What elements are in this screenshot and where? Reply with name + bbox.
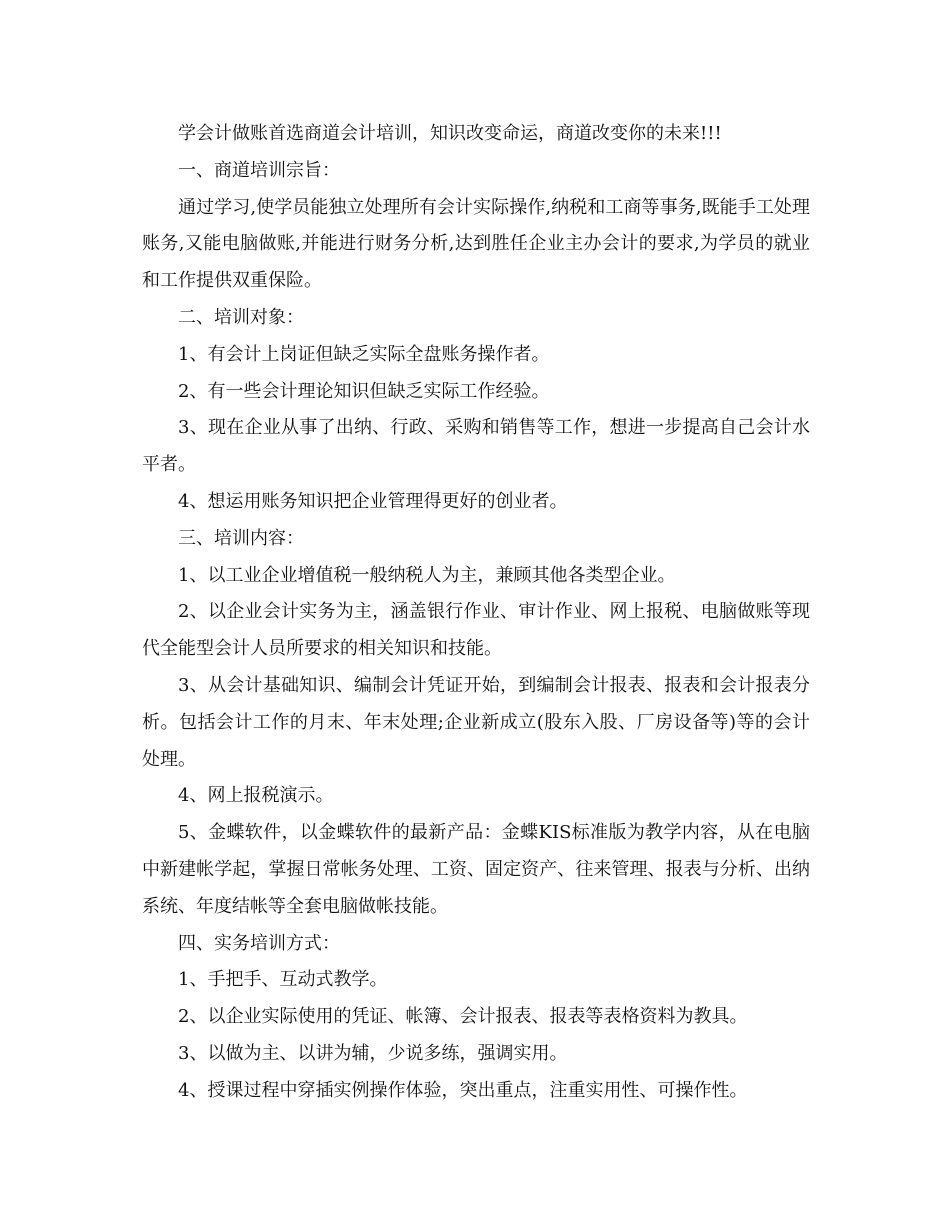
audience-item-1: 1、有会计上岗证但缺乏实际全盘账务操作者。 — [178, 343, 550, 365]
content-item-5: 5、金蝶软件，以金蝶软件的最新产品：金蝶KIS标准版为教学内容，从在电脑中新建帐学起，掌握日常帐务处理、工资、固定资产、往来管理、报表与分析、出纳系统、年度结帐等全套电脑做帐技能。 — [142, 822, 810, 917]
method-item-2: 2、以企业实际使用的凭证、帐簿、会计报表、报表等表格资料为教具。 — [178, 1006, 748, 1028]
section-heading-purpose: 一、商道培训宗旨： — [178, 159, 340, 181]
method-item-1: 1、手把手、互动式教学。 — [178, 969, 388, 991]
audience-item-2: 2、有一些会计理论知识但缺乏实际工作经验。 — [178, 380, 550, 402]
content-item-4: 4、网上报税演示。 — [178, 785, 334, 807]
document-body — [142, 116, 810, 1110]
audience-item-4: 4、想运用账务知识把企业管理得更好的创业者。 — [178, 490, 568, 512]
audience-item-3: 3、现在企业从事了出纳、行政、采购和销售等工作，想进一步提高自己会计水平者。 — [142, 417, 810, 476]
content-item-2: 2、以企业会计实务为主，涵盖银行作业、审计作业、网上报税、电脑做账等现代全能型会计人员所要求的相关知识和技能。 — [142, 601, 810, 660]
content-item-1: 1、以工业企业增值税一般纳税人为主，兼顾其他各类型企业。 — [178, 564, 676, 586]
section-heading-audience: 二、培训对象： — [178, 306, 304, 328]
content-item-3: 3、从会计基础知识、编制会计凭证开始，到编制会计报表、报表和会计报表分析。包括会计工作的月末、年末处理;企业新成立(股东入股、厂房设备等)等的会计处理。 — [142, 674, 810, 770]
method-item-3: 3、以做为主、以讲为辅，少说多练，强调实用。 — [178, 1042, 568, 1064]
section-heading-method: 四、实务培训方式： — [178, 932, 340, 954]
intro-line: 学会计做账首选商道会计培训，知识改变命运，商道改变你的未来!!! — [178, 123, 722, 144]
section-heading-content: 三、培训内容： — [178, 527, 304, 549]
purpose-paragraph: 通过学习,使学员能独立处理所有会计实际操作,纳税和工商等事务,既能手工处理账务,又能电脑做账,并能进行财务分析,达到胜任企业主办会计的要求,为学员的就业和工作提供双重保险。 — [142, 196, 810, 292]
method-item-4: 4、授课过程中穿插实例操作体验，突出重点，注重实用性、可操作性。 — [178, 1079, 748, 1101]
